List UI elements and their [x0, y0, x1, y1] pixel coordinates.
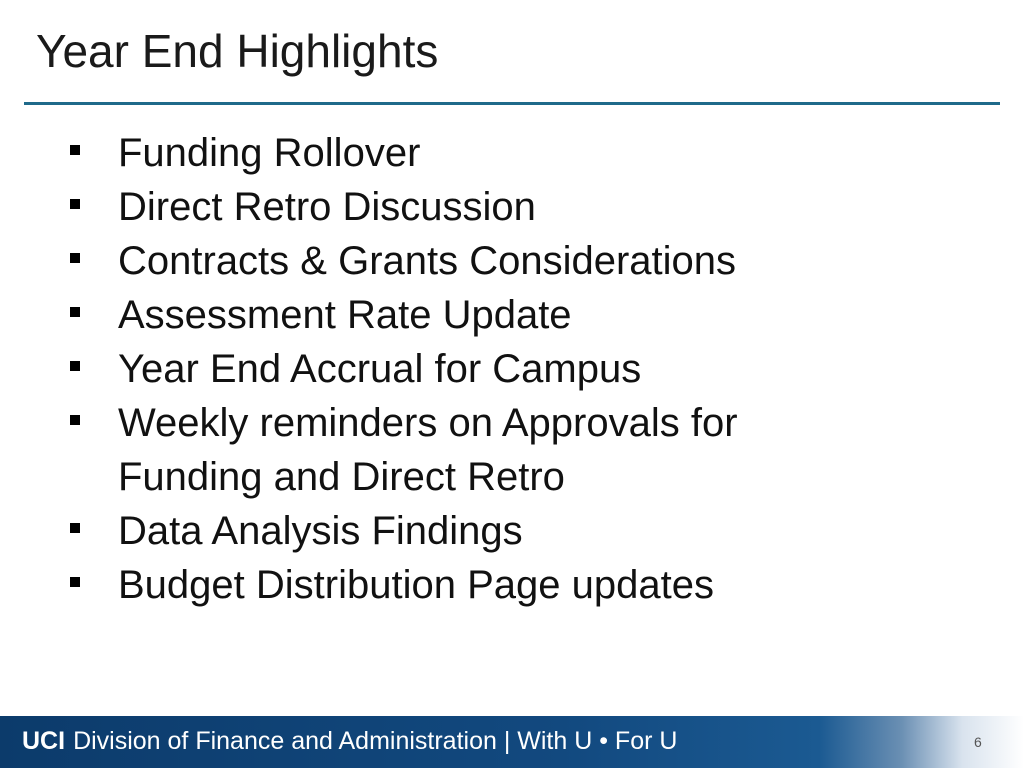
bullet-text: Funding Rollover: [118, 131, 421, 175]
square-bullet-icon: [70, 577, 80, 587]
bullet-item: [70, 288, 950, 342]
square-bullet-icon: [70, 199, 80, 209]
bullet-text: Data Analysis Findings: [118, 509, 523, 553]
bullet-item: [70, 558, 950, 612]
square-bullet-icon: [70, 523, 80, 533]
square-bullet-icon: [70, 253, 80, 263]
footer-tagline: Division of Finance and Administration | With U • For U: [73, 727, 678, 755]
square-bullet-icon: [70, 307, 80, 317]
bullet-text: Year End Accrual for Campus: [118, 347, 642, 391]
bullet-item: [70, 126, 950, 180]
slide-title: Year End Highlights: [36, 25, 439, 77]
bullet-text: Budget Distribution Page updates: [118, 563, 714, 607]
bullet-item: [70, 234, 950, 288]
bullet-text: Weekly reminders on Approvals for Funding and Direct Retro: [118, 401, 738, 499]
square-bullet-icon: [70, 361, 80, 371]
bullet-text: Contracts & Grants Considerations: [118, 239, 737, 283]
square-bullet-icon: [70, 415, 80, 425]
bullet-item: [70, 342, 950, 396]
bullet-text: Assessment Rate Update: [118, 293, 572, 337]
title-divider: [24, 102, 1000, 105]
bullet-list: [70, 126, 950, 612]
bullet-item: [70, 504, 950, 558]
bullet-item: [70, 180, 950, 234]
uci-logo: UCI: [22, 727, 66, 755]
square-bullet-icon: [70, 145, 80, 155]
bullet-item: [70, 396, 858, 504]
footer-brand: [22, 728, 677, 756]
bullet-text: Direct Retro Discussion: [118, 185, 536, 229]
footer-bar: [0, 716, 1024, 768]
page-number: 6: [974, 734, 982, 750]
